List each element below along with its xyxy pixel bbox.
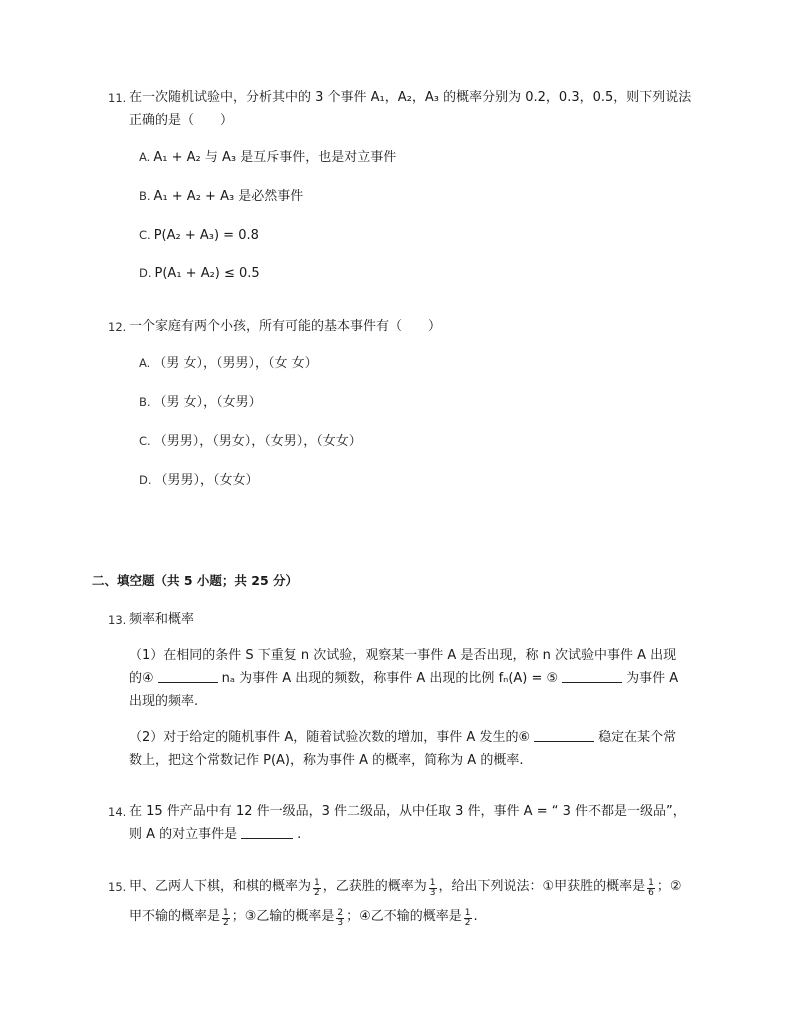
option-text: A₁ + A₂ + A₃ 是必然事件 bbox=[153, 189, 304, 204]
option-label: A. bbox=[139, 150, 151, 164]
text-segment: ；③乙输的概率是 bbox=[231, 909, 335, 924]
text-segment: nₐ 为事件 A 出现的频数，称事件 A 出现的比例 fₙ(A) = ⑤ bbox=[221, 671, 559, 686]
option-c[interactable] bbox=[139, 432, 362, 451]
text-segment: （2）对于给定的随机事件 A，随着试验次数的增加，事件 A 发生的⑥ bbox=[129, 730, 531, 745]
fraction-one-half: $\frac{1}{2}$ bbox=[464, 908, 471, 928]
fraction-one-half: $\frac{1}{2}$ bbox=[314, 878, 320, 898]
fill-blank-6[interactable] bbox=[534, 729, 594, 742]
paragraph-2-line-2: 数上，把这个常数记作 P(A)，称为事件 A 的概率，简称为 A 的概率. bbox=[129, 753, 524, 768]
question-number: 15. bbox=[108, 880, 127, 894]
text-segment: ；② bbox=[656, 879, 682, 894]
fraction-two-thirds: $\frac{2}{3}$ bbox=[337, 908, 344, 928]
question-number: 14. bbox=[108, 805, 127, 819]
fraction-one-sixth: $\frac{1}{6}$ bbox=[648, 878, 654, 898]
text-segment: 甲不输的概率是 bbox=[129, 909, 221, 924]
question-title: 频率和概率 bbox=[129, 612, 195, 627]
option-label: D. bbox=[139, 473, 152, 487]
paragraph-1-line-2 bbox=[129, 670, 678, 688]
option-text: A₁ + A₂ 与 A₃ 是互斥事件，也是对立事件 bbox=[153, 150, 397, 165]
option-label: A. bbox=[139, 356, 151, 370]
option-label: C. bbox=[139, 434, 151, 448]
section-heading: 二、填空题（共 5 小题；共 25 分） bbox=[92, 573, 299, 588]
text-segment: 稳定在某个常 bbox=[598, 730, 677, 745]
question-stem-cont: 正确的是（ ） bbox=[129, 113, 234, 128]
question-stem: 在 15 件产品中有 12 件一级品，3 件二级品，从中任取 3 件，事件 A = “ 3 件不都是一级品”， bbox=[129, 804, 686, 819]
fill-blank-4[interactable] bbox=[158, 670, 218, 683]
question-stem-cont bbox=[129, 826, 301, 844]
option-label: B. bbox=[139, 395, 151, 409]
option-b[interactable] bbox=[139, 393, 262, 412]
fill-blank-5[interactable] bbox=[562, 670, 622, 683]
text-segment: 的④ bbox=[129, 671, 154, 686]
text-segment: 甲、乙两人下棋，和棋的概率为 bbox=[129, 879, 312, 894]
option-d[interactable] bbox=[139, 264, 260, 283]
question-number: 12. bbox=[108, 320, 127, 334]
option-c[interactable] bbox=[139, 226, 259, 245]
option-label: C. bbox=[139, 228, 151, 242]
text-segment: ；④乙不输的概率是 bbox=[346, 909, 462, 924]
fraction-one-half: $\frac{1}{2}$ bbox=[223, 908, 229, 928]
option-text: （男男），（女女） bbox=[154, 473, 259, 488]
fill-blank[interactable] bbox=[241, 826, 293, 839]
option-text: （男 女），（女男） bbox=[153, 395, 262, 410]
text-segment: ，给出下列说法：①甲获胜的概率是 bbox=[438, 879, 646, 894]
question-number: 11. bbox=[108, 91, 127, 105]
text-segment: ，乙获胜的概率为 bbox=[322, 879, 427, 894]
option-text: P(A₂ + A₃) = 0.8 bbox=[153, 228, 259, 243]
text-segment: 则 A 的对立事件是 bbox=[129, 827, 238, 842]
option-text: （男男），（男女），（女男），（女女） bbox=[153, 434, 362, 449]
text-segment: . bbox=[297, 827, 302, 842]
question-stem: 在一次随机试验中，分析其中的 3 个事件 A₁，A₂，A₃ 的概率分别为 0.2，0.3，0.5，则下列说法 bbox=[129, 90, 692, 105]
paragraph-1-line-3: 出现的频率. bbox=[129, 694, 199, 709]
text-segment: 为事件 A bbox=[626, 671, 679, 686]
question-stem: 一个家庭有两个小孩，所有可能的基本事件有（ ） bbox=[129, 319, 442, 334]
option-a[interactable] bbox=[139, 148, 396, 167]
option-d[interactable] bbox=[139, 471, 259, 490]
text-segment: . bbox=[473, 909, 478, 924]
fraction-one-third: $\frac{1}{3}$ bbox=[429, 878, 436, 898]
option-text: P(A₁ + A₂) ≤ 0.5 bbox=[154, 266, 260, 281]
option-b[interactable] bbox=[139, 187, 303, 206]
option-a[interactable] bbox=[139, 354, 318, 373]
option-label: B. bbox=[139, 189, 151, 203]
question-stem-cont bbox=[129, 908, 478, 928]
option-text: （男 女），（男男），（女 女） bbox=[153, 356, 318, 371]
question-number: 13. bbox=[108, 613, 127, 627]
question-stem bbox=[129, 878, 682, 898]
paragraph-2-line-1 bbox=[129, 729, 676, 747]
option-label: D. bbox=[139, 266, 152, 280]
paragraph-1-line-1: （1）在相同的条件 S 下重复 n 次试验，观察某一事件 A 是否出现，称 n 次试验中事件 A 出现 bbox=[129, 648, 677, 663]
